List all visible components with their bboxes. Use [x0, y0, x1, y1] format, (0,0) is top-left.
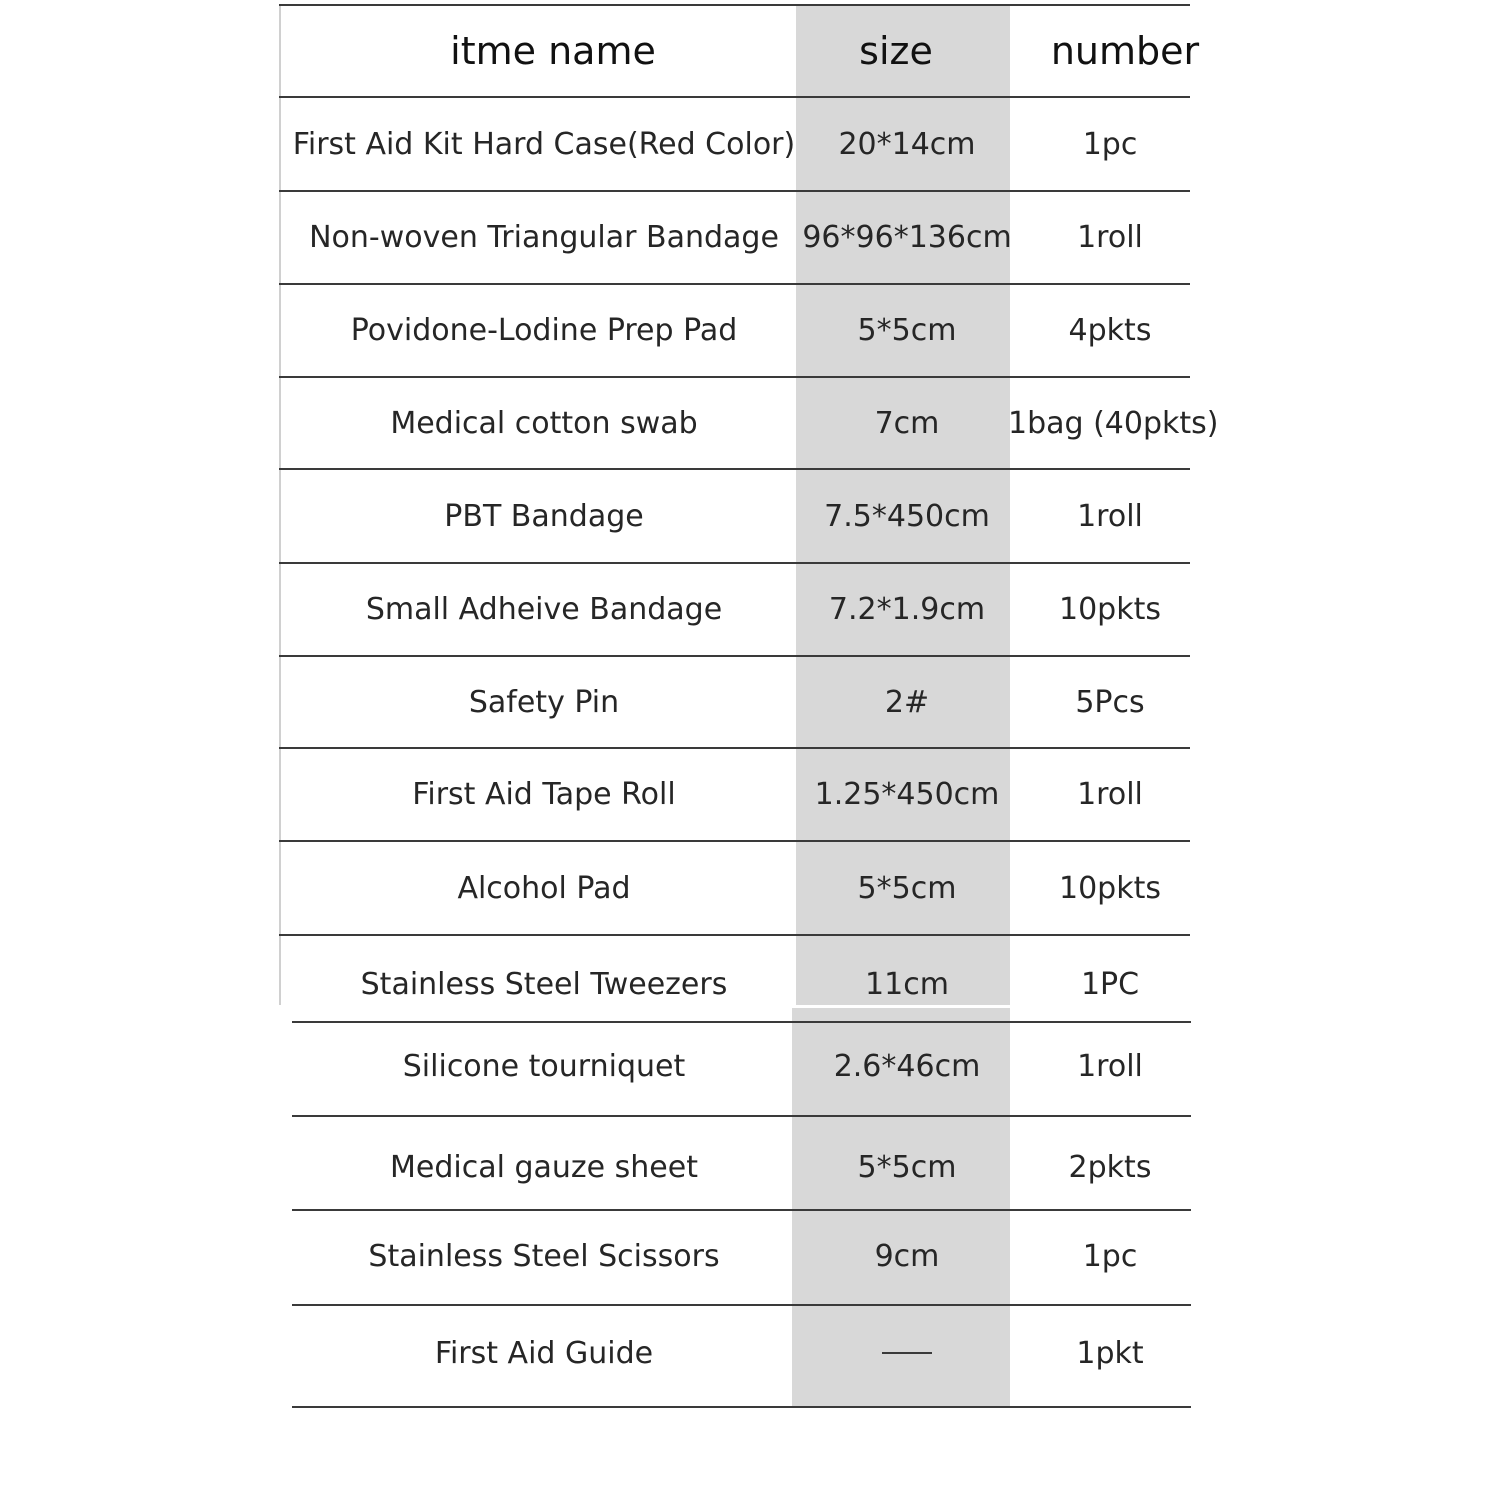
item-number: 5Pcs: [1075, 684, 1145, 720]
table-row: [0, 1117, 1500, 1217]
item-size: 5*5cm: [857, 313, 957, 348]
item-size-dash: [804, 1306, 1010, 1400]
item-size: 11cm: [865, 966, 949, 1002]
item-size: 9cm: [874, 1238, 940, 1274]
item-number: 10pkts: [1059, 870, 1161, 906]
item-number: 2pkts: [1068, 1149, 1152, 1185]
item-size: 7.5*450cm: [824, 498, 990, 534]
table-row: [0, 285, 1500, 376]
item-size: 7cm: [874, 405, 940, 441]
table-row: [0, 936, 1500, 1032]
item-name: Stainless Steel Scissors: [368, 1238, 720, 1274]
table-row: [0, 657, 1500, 747]
item-name: Silicone tourniquet: [402, 1048, 686, 1084]
item-number: 1pkt: [1076, 1335, 1144, 1371]
item-size: 2.6*46cm: [833, 1048, 981, 1084]
item-name: Povidone-Lodine Prep Pad: [350, 313, 738, 348]
item-number: 10pkts: [1059, 592, 1161, 627]
item-number: 1PC: [1080, 966, 1140, 1002]
header-item-name: itme name: [450, 29, 656, 73]
table-bottom-border: [292, 1406, 1191, 1408]
item-name: First Aid Tape Roll: [412, 777, 676, 812]
item-number: 4pkts: [1068, 313, 1152, 348]
table-row: [0, 1023, 1500, 1109]
item-number: 1pc: [1082, 126, 1138, 162]
item-name: Stainless Steel Tweezers: [360, 966, 728, 1002]
item-number: 1roll: [1077, 498, 1143, 534]
item-size: 7.2*1.9cm: [828, 592, 986, 627]
item-name: Safety Pin: [468, 684, 620, 720]
item-name: Medical gauze sheet: [390, 1149, 698, 1185]
table-row: [0, 564, 1500, 655]
table-row: [0, 749, 1500, 840]
item-size: 20*14cm: [838, 126, 976, 162]
header-size: size: [859, 29, 933, 73]
header-number: number: [1050, 29, 1200, 73]
table-row: [0, 192, 1500, 283]
table-row: [0, 378, 1500, 468]
table-row: [0, 470, 1500, 562]
item-number: 1bag (40pkts): [1008, 405, 1219, 441]
item-size: 2#: [884, 684, 930, 720]
item-name: First Aid Guide: [434, 1335, 654, 1371]
item-size: 5*5cm: [857, 870, 957, 906]
item-number: 1roll: [1077, 1048, 1143, 1084]
table-header-row: [0, 6, 1500, 96]
item-name: Small Adheive Bandage: [365, 592, 723, 627]
item-size: 1.25*450cm: [814, 777, 1000, 812]
item-size: 96*96*136cm: [802, 220, 1012, 255]
table-row: [0, 98, 1500, 190]
item-name: PBT Bandage: [444, 498, 644, 534]
table-row: [0, 1306, 1500, 1400]
table-row: [0, 1211, 1500, 1301]
item-size: 5*5cm: [857, 1149, 957, 1185]
item-name: Non-woven Triangular Bandage: [309, 220, 779, 255]
item-name: Medical cotton swab: [390, 405, 698, 441]
item-number: 1pc: [1082, 1238, 1138, 1274]
item-name: Alcohol Pad: [457, 870, 631, 906]
table-row: [0, 842, 1500, 934]
item-number: 1roll: [1077, 220, 1143, 255]
em-dash-line: [882, 1352, 932, 1354]
item-number: 1roll: [1077, 777, 1143, 812]
item-name: First Aid Kit Hard Case(Red Color): [292, 126, 796, 162]
